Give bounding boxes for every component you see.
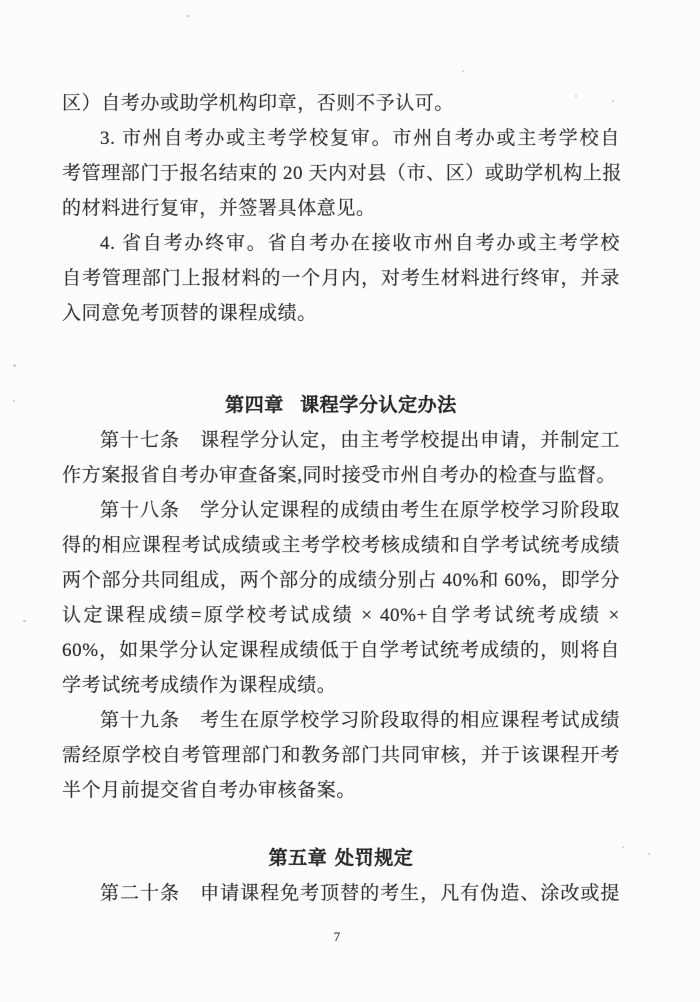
text-line: 3. 市州自考办或主考学校复审。市州自考办或主考学校自 [100,128,620,149]
text-line: 第十八条 学分认定课程的成绩由考生在原学校学习阶段取 [100,500,620,521]
text-line: 60%，如果学分认定课程成绩低于自学考试统考成绩的，则将自 [62,640,620,661]
paragraph [62,876,620,911]
chapter-title: 课程学分认定办法 [300,395,457,416]
paragraph [62,703,620,808]
chapter-number: 第四章 [225,395,284,416]
text-line: 第十九条 考生在原学校学习阶段取得的相应课程考试成绩 [100,710,620,731]
document-body [62,86,623,911]
paragraph [62,86,620,121]
scan-speck [462,70,464,72]
scan-speck [648,853,650,855]
paragraph [62,423,620,493]
text-line: 两个部分共同组成，两个部分的成绩分别占 40%和 60%，即学分 [62,570,620,591]
text-line: 4. 省自考办终审。省自考办在接收市州自考办或主考学校 [100,233,620,254]
scan-speck [622,846,624,848]
scan-speck [575,95,577,97]
chapter-number: 第五章 [268,848,328,869]
text-line: 学考试统考成绩作为课程成绩。 [62,675,337,696]
text-line: 需经原学校自考管理部门和教务部门共同审核，并于该课程开考 [62,745,620,766]
text-line: 作方案报省自考办审查备案,同时接受市州自考办的检查与监督。 [62,465,617,486]
paragraph [62,226,620,331]
text-line: 认定课程成绩=原学校考试成绩 × 40%+自学考试统考成绩 × [62,605,620,626]
text-line: 区）自考办或助学机构印章，否则不予认可。 [62,93,455,114]
text-line: 第十七条 课程学分认定，由主考学校提出申请，并制定工 [100,430,620,451]
text-line: 得的相应课程考试成绩或主考学校考核成绩和自学考试统考成绩 [62,535,620,556]
scan-speck [13,400,15,402]
scan-speck [186,15,189,17]
text-line: 考管理部门于报名结束的 20 天内对县（市、区）或助学机构上报 [62,163,623,184]
chapter-5-heading [62,841,620,876]
text-line: 自考管理部门上报材料的一个月内，对考生材料进行终审，并录 [62,268,620,289]
page-number: 7 [333,929,341,944]
text-line: 半个月前提交省自考办审核备案。 [62,780,357,801]
text-line: 的材料进行复审，并签署具体意见。 [62,198,376,219]
scan-speck [23,620,26,622]
paragraph [62,493,620,703]
chapter-4-heading [62,388,620,423]
paragraph [62,121,623,226]
text-line: 第二十条 申请课程免考顶替的考生，凡有伪造、涂改或提 [100,883,620,904]
scan-speck [13,364,16,367]
chapter-title: 处罚规定 [335,848,414,869]
scan-speck [612,100,614,102]
text-line: 入同意免考顶替的课程成绩。 [62,303,317,324]
